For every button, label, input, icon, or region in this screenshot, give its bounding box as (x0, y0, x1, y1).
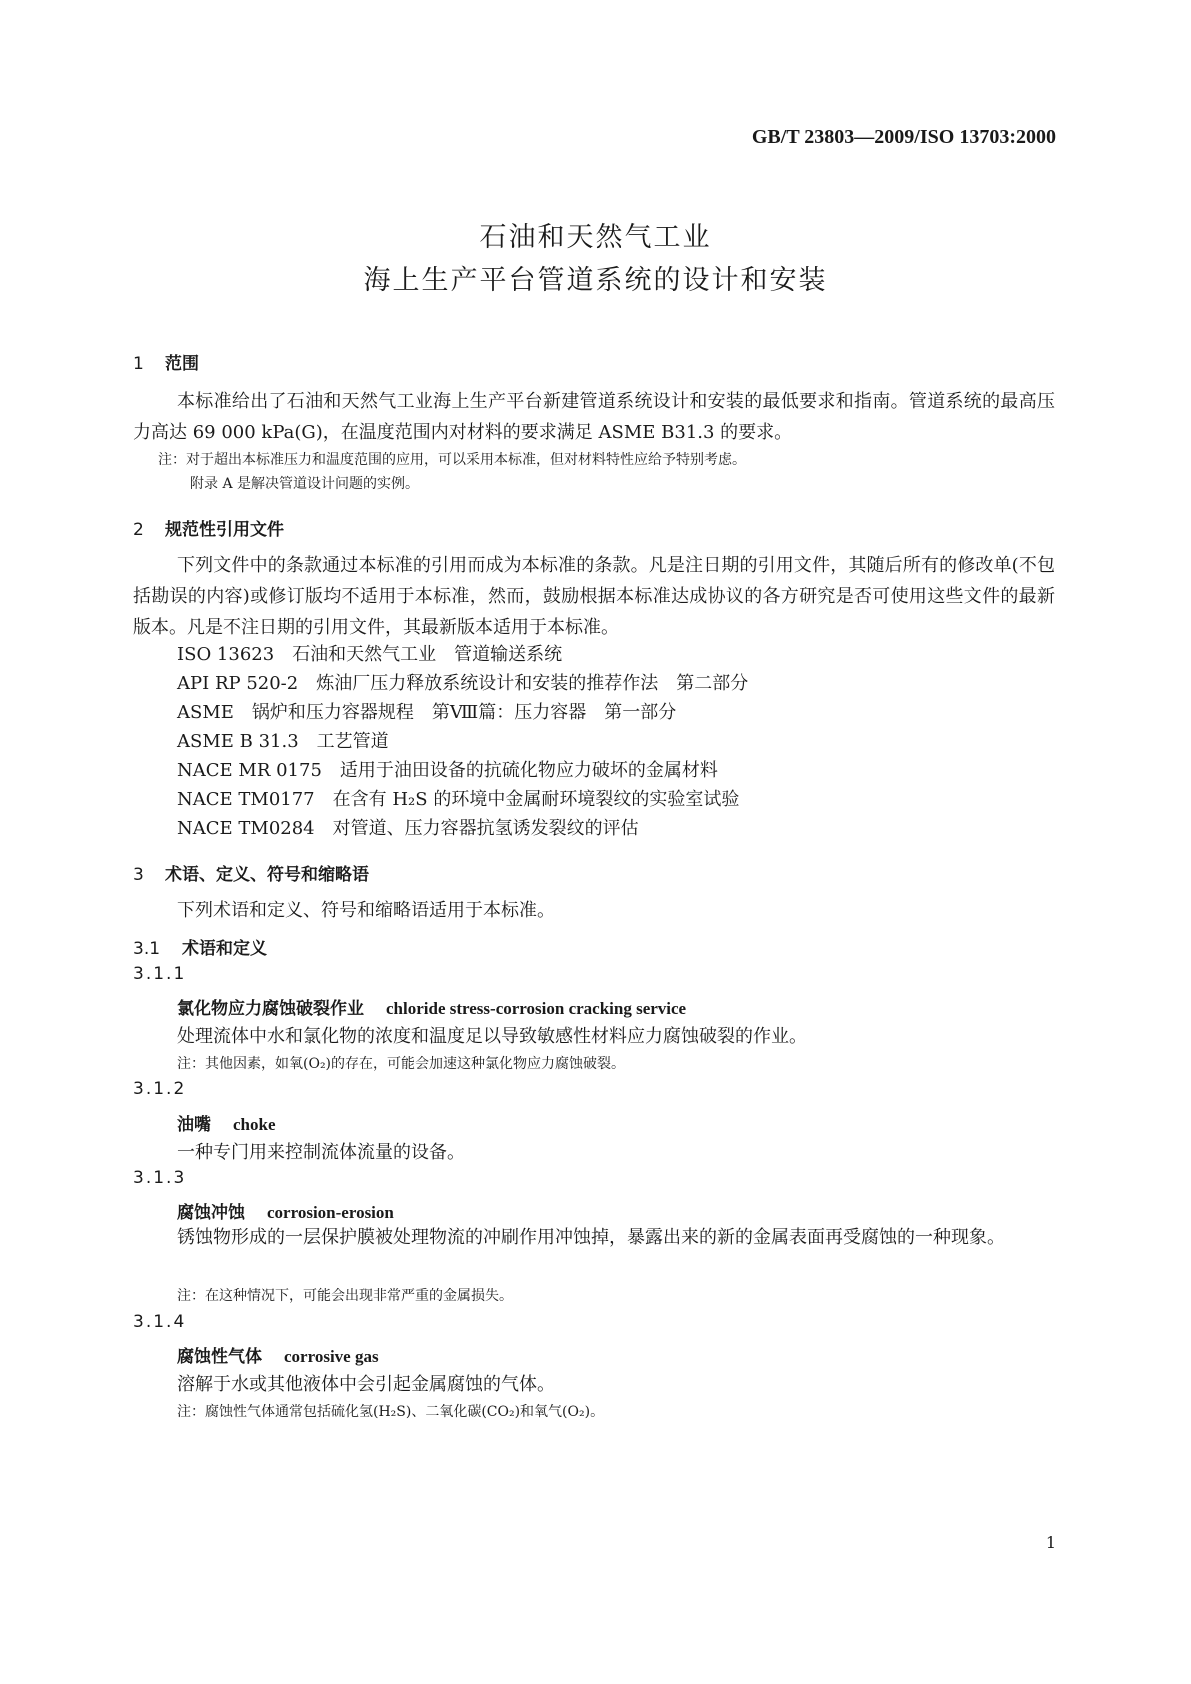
section-title: 范围 (165, 354, 199, 374)
section-1-note: 注：对于超出本标准压力和温度范围的应用，可以采用本标准，但对材料特性应给予特别考虑。 (158, 452, 746, 468)
page-number: 1 (1045, 1533, 1056, 1552)
term-note: 注：在这种情况下，可能会出现非常严重的金属损失。 (177, 1288, 513, 1304)
reference-code: API RP 520-2 (177, 673, 299, 694)
term-definition: 锈蚀物形成的一层保护膜被处理物流的冲刷作用冲蚀掉，暴露出来的新的金属表面再受腐蚀的一种现象。 (177, 1227, 1005, 1248)
section-title: 术语、定义、符号和缩略语 (165, 865, 369, 885)
section-2-paragraph: 下列文件中的条款通过本标准的引用而成为本标准的条款。凡是注日期的引用文件，其随后所有的修改单(不包括勘误的内容)或修订版均不适用于本标准，然而，鼓励根据本标准达成协议的各方研究是否可使用这些文件的最新版本。凡是不注日期的引用文件，其最新版本适用于本标准。 (133, 555, 1055, 638)
reference-item (177, 814, 639, 840)
term-english: chloride stress-corrosion cracking service (386, 999, 687, 1018)
term-note: 注：腐蚀性气体通常包括硫化氢(H₂S)、二氧化碳(CO₂)和氧气(O₂)。 (177, 1404, 605, 1420)
section-number: 3 (133, 865, 144, 885)
reference-item (177, 727, 389, 753)
term-number: 3.1.1 (133, 964, 187, 984)
reference-title: 对管道、压力容器抗氢诱发裂纹的评估 (332, 818, 639, 839)
reference-title: 石油和天然气工业 管道输送系统 (292, 644, 563, 665)
subsection-3-1-heading (133, 934, 267, 959)
reference-title: 锅炉和压力容器规程 第Ⅷ篇：压力容器 第一部分 (251, 702, 677, 723)
term-heading (177, 1342, 379, 1367)
section-3-intro: 下列术语和定义、符号和缩略语适用于本标准。 (177, 900, 555, 921)
reference-code: ASME (177, 702, 234, 723)
section-number: 2 (133, 520, 144, 540)
standard-code: GB/T 23803—2009/ISO 13703:2000 (751, 126, 1056, 148)
reference-code: ISO 13623 (177, 644, 275, 665)
reference-title: 炼油厂压力释放系统设计和安装的推荐作法 第二部分 (316, 673, 749, 694)
term-number: 3.1.2 (133, 1079, 187, 1099)
term-heading (177, 1110, 276, 1135)
section-1-paragraph: 本标准给出了石油和天然气工业海上生产平台新建管道系统设计和安装的最低要求和指南。管道系统的最高压力高达 69 000 kPa(G)，在温度范围内对材料的要求满足 ASME B31.3 的要求。 (133, 391, 1055, 443)
reference-code: NACE TM0284 (177, 818, 315, 839)
term-chinese: 油嘴 (177, 1115, 211, 1135)
reference-item (177, 669, 748, 695)
section-title: 规范性引用文件 (165, 520, 284, 540)
reference-code: NACE MR 0175 (177, 760, 322, 781)
term-number: 3.1.3 (133, 1168, 187, 1188)
term-heading (177, 1198, 394, 1223)
subsection-number: 3.1 (133, 939, 161, 959)
reference-item (177, 756, 718, 782)
term-definition: 溶解于水或其他液体中会引起金属腐蚀的气体。 (177, 1374, 555, 1395)
term-english: corrosive gas (284, 1347, 379, 1366)
subsection-title: 术语和定义 (182, 939, 268, 959)
term-english: corrosion-erosion (267, 1203, 394, 1222)
section-2-heading (133, 515, 284, 540)
reference-title: 在含有 H₂S 的环境中金属耐环境裂纹的实验室试验 (332, 789, 740, 810)
reference-code: ASME B 31.3 (177, 731, 299, 752)
section-1-note-2: 附录 A 是解决管道设计问题的实例。 (190, 476, 420, 492)
reference-item (177, 785, 739, 811)
term-number: 3.1.4 (133, 1312, 187, 1332)
reference-code: NACE TM0177 (177, 789, 315, 810)
title-line-2: 海上生产平台管道系统的设计和安装 (363, 265, 828, 296)
title-line-1: 石油和天然气工业 (479, 222, 712, 253)
term-definition: 处理流体中水和氯化物的浓度和温度足以导致敏感性材料应力腐蚀破裂的作业。 (177, 1026, 807, 1047)
term-english: choke (233, 1115, 276, 1134)
term-definition: 一种专门用来控制流体流量的设备。 (177, 1142, 465, 1163)
section-3-heading (133, 860, 369, 885)
term-heading (177, 994, 686, 1019)
section-number: 1 (133, 354, 144, 374)
term-chinese: 腐蚀性气体 (177, 1347, 262, 1367)
term-chinese: 氯化物应力腐蚀破裂作业 (177, 999, 364, 1019)
reference-title: 适用于油田设备的抗硫化物应力破坏的金属材料 (339, 760, 718, 781)
section-1-heading (133, 349, 199, 374)
reference-title: 工艺管道 (316, 731, 389, 752)
term-note: 注：其他因素，如氧(O₂)的存在，可能会加速这种氯化物应力腐蚀破裂。 (177, 1056, 626, 1072)
reference-item (177, 698, 676, 724)
reference-item (177, 640, 562, 666)
term-chinese: 腐蚀冲蚀 (177, 1203, 245, 1223)
